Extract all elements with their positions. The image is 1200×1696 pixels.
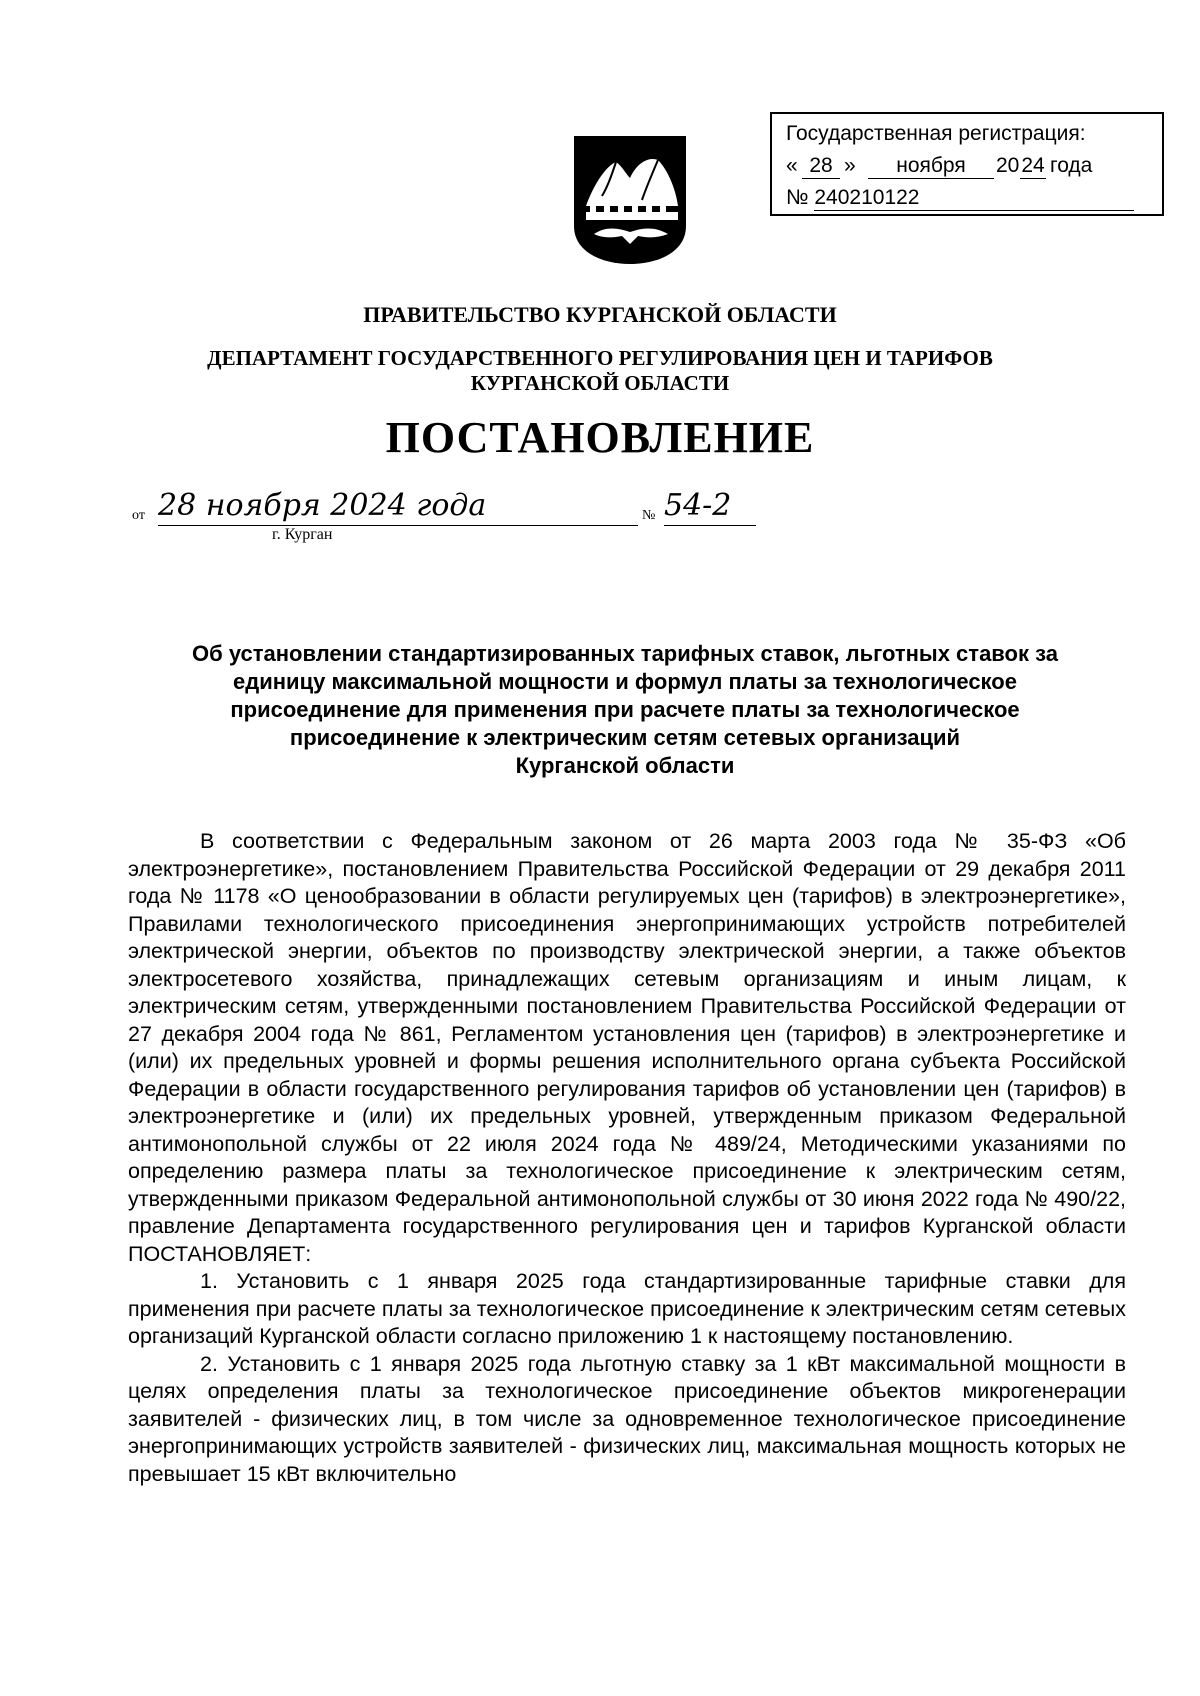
department-title-line-2: КУРГАНСКОЙ ОБЛАСТИ — [470, 371, 730, 395]
document-body — [128, 828, 1126, 1488]
subject-line: Курганской области — [515, 753, 735, 778]
subject-line: Об установлении стандартизированных тарифных ставок, льготных ставок за — [192, 641, 1058, 666]
preamble-paragraph: В соответствии с Федеральным законом от 26 марта 2003 года № 35-ФЗ «Об электроэнергетике», постановлением Правительства Российской Федерации от 29 декабря 2011 года № 1178 «О ценообразовании в области регулируемых цен (тарифов) в электроэнергетике», Правилами технологического присоединения энергопринимающих устройств потребителей электрической энергии, объектов по производству электрической энергии, а также объектов электросетевого хозяйства, принадлежащих сетевым организациям и иным лицам, к электрическим сетям, утвержденными постановлением Правительства Российской Федерации от 27 декабря 2004 года № 861, Регламентом установления цен (тарифов) в электроэнергетике и (или) их предельных уровней и формы решения исполнительного органа субъекта Российской Федерации в области государственного регулирования тарифов об установлении цен (тарифов) в электроэнергетике и (или) их предельных уровней, утвержденным приказом Федеральной антимонопольной службы от 22 июля 2024 года № 489/24, Методическими указаниями по определению размера платы за технологическое присоединение к электрическим сетям, утвержденными приказом Федеральной антимонопольной службы от 30 июня 2022 года № 490/22, правление Департамента государственного регулирования цен и тарифов Курганской области ПОСТАНОВЛЯЕТ: — [128, 829, 1126, 1266]
registration-open-quote: « — [786, 154, 798, 177]
government-title: ПРАВИТЕЛЬСТВО КУРГАНСКОЙ ОБЛАСТИ — [363, 302, 837, 327]
registration-number-prefix: № — [786, 186, 809, 209]
handwritten-date: 28 ноября 2024 года — [158, 488, 638, 526]
registration-number: 240210122 — [814, 186, 1134, 211]
registration-number-line — [786, 186, 1134, 211]
subject-line: присоединение к электрическим сетям сетевых организаций — [289, 725, 961, 750]
registration-stamp — [770, 112, 1164, 216]
issue-city: г. Курган — [272, 526, 333, 543]
coat-of-arms-icon — [572, 134, 688, 266]
document-subject — [130, 640, 1120, 780]
registration-year-word: года — [1050, 154, 1093, 177]
handwritten-number: 54-2 — [664, 488, 756, 526]
registration-close-quote: » — [844, 154, 856, 177]
department-title-line-1: ДЕПАРТАМЕНТ ГОСУДАРСТВЕННОГО РЕГУЛИРОВАНИЯ ЦЕН И ТАРИФОВ — [207, 346, 993, 370]
registration-year-suffix: 24 — [1021, 154, 1045, 177]
registration-day: 28 — [802, 154, 840, 179]
subject-line: единицу максимальной мощности и формул платы за технологическое — [233, 669, 1017, 694]
document-type-title: ПОСТАНОВЛЕНИЕ — [385, 413, 815, 462]
registration-year-prefix: 20 — [996, 154, 1020, 177]
number-label: № — [642, 508, 656, 523]
subject-line: присоединение для применения при расчете платы за технологическое — [230, 697, 1020, 722]
item-2-paragraph: 2. Установить с 1 января 2025 года льготную ставку за 1 кВт максимальной мощности в целях определения платы за технологическое присоединение объектов микрогенерации заявителей - физических лиц, в том числе за одновременное технологическое присоединение энергопринимающих устройств заявителей - физических лиц, максимальная мощность которых не превышает 15 кВт включительно — [128, 1351, 1126, 1486]
from-label: от — [132, 508, 145, 523]
registration-title: Государственная регистрация: — [786, 122, 1086, 145]
item-1-paragraph: 1. Установить с 1 января 2025 года стандартизированные тарифные ставки для применения при расчете платы за технологическое присоединение к электрическим сетям сетевых организаций Курганской области согласно приложению 1 к настоящему постановлению. — [128, 1269, 1126, 1348]
registration-month: ноября — [868, 154, 994, 179]
